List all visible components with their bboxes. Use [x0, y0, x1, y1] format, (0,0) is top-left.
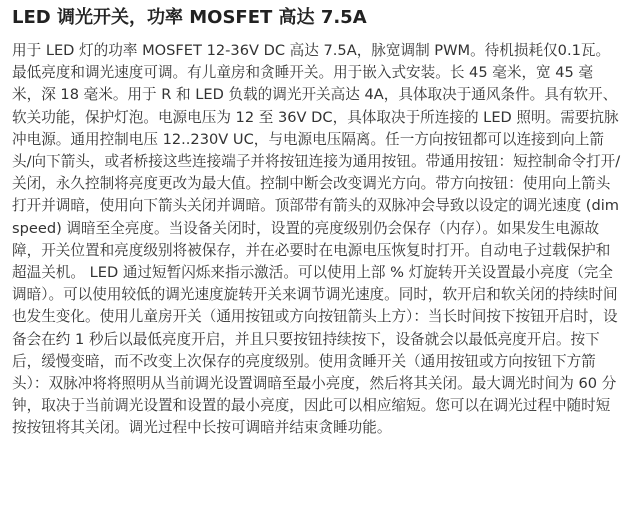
page-title: LED 调光开关，功率 MOSFET 高达 7.5A: [12, 7, 367, 28]
description-paragraph: 用于 LED 灯的功率 MOSFET 12-36V DC 高达 7.5A，脉宽调制 PWM。待机损耗仅0.1瓦。最低亮度和调光速度可调。有儿童房和贪睡开关。用于嵌入式安装。长 45 毫米，宽 45 毫米，深 18 毫米。用于 R 和 LED 负载的调光开关高达 4A，具体取决于通风条件。具有软开、软关功能，保护灯泡。电源电压为 12 至 36V DC，具体取决于所连接的 LED 照明。需要抗脉冲电源。通用控制电压 12..230V UC，与电源电压隔离。任一方向按钮都可以连接到向上箭头/向下箭头，或者桥接这些连接端子并将按钮连接为通用按钮。带通用按钮：短控制命令打开/关闭，永久控制将亮度更改为最大值。控制中断会改变调光方向。带方向按钮：使用向上箭头打开并调暗，使用向下箭头关闭并调暗。顶部带有箭头的双脉冲会导致以设定的调光速度 (dimspeed) 调暗至全亮度。当设备关闭时，设置的亮度级别仍会保存（内存）。如果发生电源故障，开关位置和亮度级别将被保存，并在必要时在电源电压恢复时打开。自动电子过载保护和超温关机。 LED 通过短暂闪烁来指示激活。可以使用上部 % 灯旋转开关设置最小亮度（完全调暗）。可以使用较低的调光速度旋转开关来调节调光速度。同时，软开启和软关闭的持续时间也发生变化。使用儿童房开关（通用按钮或方向按钮箭头上方）：当长时间按下按钮开启时，设备会在约 1 秒后以最低亮度开启，并且只要按钮持续按下，设备就会以最低亮度开启。按下后，缓慢变暗，而不改变上次保存的亮度级别。使用贪睡开关（通用按钮或方向按钮下方箭头）：双脉冲将将照明从当前调光设置调暗至最小亮度，然后将其关闭。最大调光时间为 60 分钟，取决于当前调光设置和设置的最小亮度，因此可以相应缩短。您可以在调光过程中随时短按按钮将其关闭。调光过程中长按可调暗并结束贪睡功能。: [12, 42, 621, 437]
